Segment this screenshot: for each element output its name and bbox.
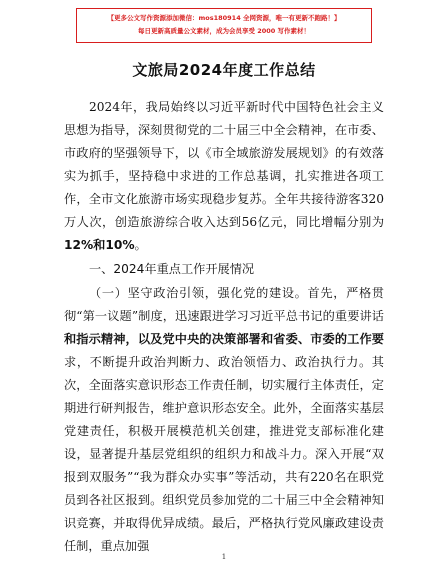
intro-mid-1: 万人次，创造旅游综合收入达到 [64,215,242,229]
visitor-growth-rate: 12% [64,238,94,252]
document-title: 文旅局2024年度工作总结 [132,61,316,79]
party-member-count: 220 [310,470,334,484]
intro-mid-2: 亿元，同比增幅分别为 [257,215,385,229]
intro-end: 。 [134,238,147,252]
intro-paragraph [64,96,384,257]
visitors-number: 320 [360,192,384,206]
party-bold-text: 和指示精神，以及党中央的决策部署和省委、市委的工作要 [64,332,384,346]
promo-line-2: 每日更新高质量公文素材，成为会员享受 2000 写作素材！ [137,27,311,35]
party-text-3: 名在职党员到各社区报到。组织党员参加党的二十届三中全会精神知识竞赛，并取得优异成绩。最后，严格执行党风廉政建设责任制，重点加强 [64,470,384,553]
promo-banner [76,8,372,43]
revenue-growth-rate: 10% [105,238,135,252]
promo-line-1: 【更多公文写作资源添加微信：mos180914 全网资源，唯一有更新不跑路！】 [107,14,341,22]
intro-mid-3: 和 [93,238,106,252]
party-text-2: 求，不断提升政治判断力、政治领悟力、政治执行力。其次，全面落实意识形态工作责任制，切实履行主体责任，定期进行研判报告，维护意识形态安全。此外，全面落实基层党建责任，积极开展模范机关创建，推进党支部标准化建设，显著提升基层党组织的组织力和战斗力。深入开展“双报到双服务”“我为群众办实事”等活动，共有 [64,355,384,484]
party-text-1: （一）坚守政治引领，强化党的建设。首先，严格贯彻“第一议题”制度，迅速跟进学习习近平总书记的重要讲话 [64,286,384,323]
page-number: 1 [221,553,227,561]
party-building-paragraph [64,282,384,558]
section-heading: 一、2024年重点工作开展情况 [89,262,255,276]
intro-text: 2024年，我局始终以习近平新时代中国特色社会主义思想为指导，深刻贯彻党的二十届三中全会精神，在市委、市政府的坚强领导下，以《市全域旅游发展规划》的有效落实为抓手，坚持稳中求进的工作总基调，扎实推进各项工作，全市文化旅游市场实现稳步复苏。全年共接待游客 [64,100,384,206]
revenue-number: 56 [241,215,258,229]
